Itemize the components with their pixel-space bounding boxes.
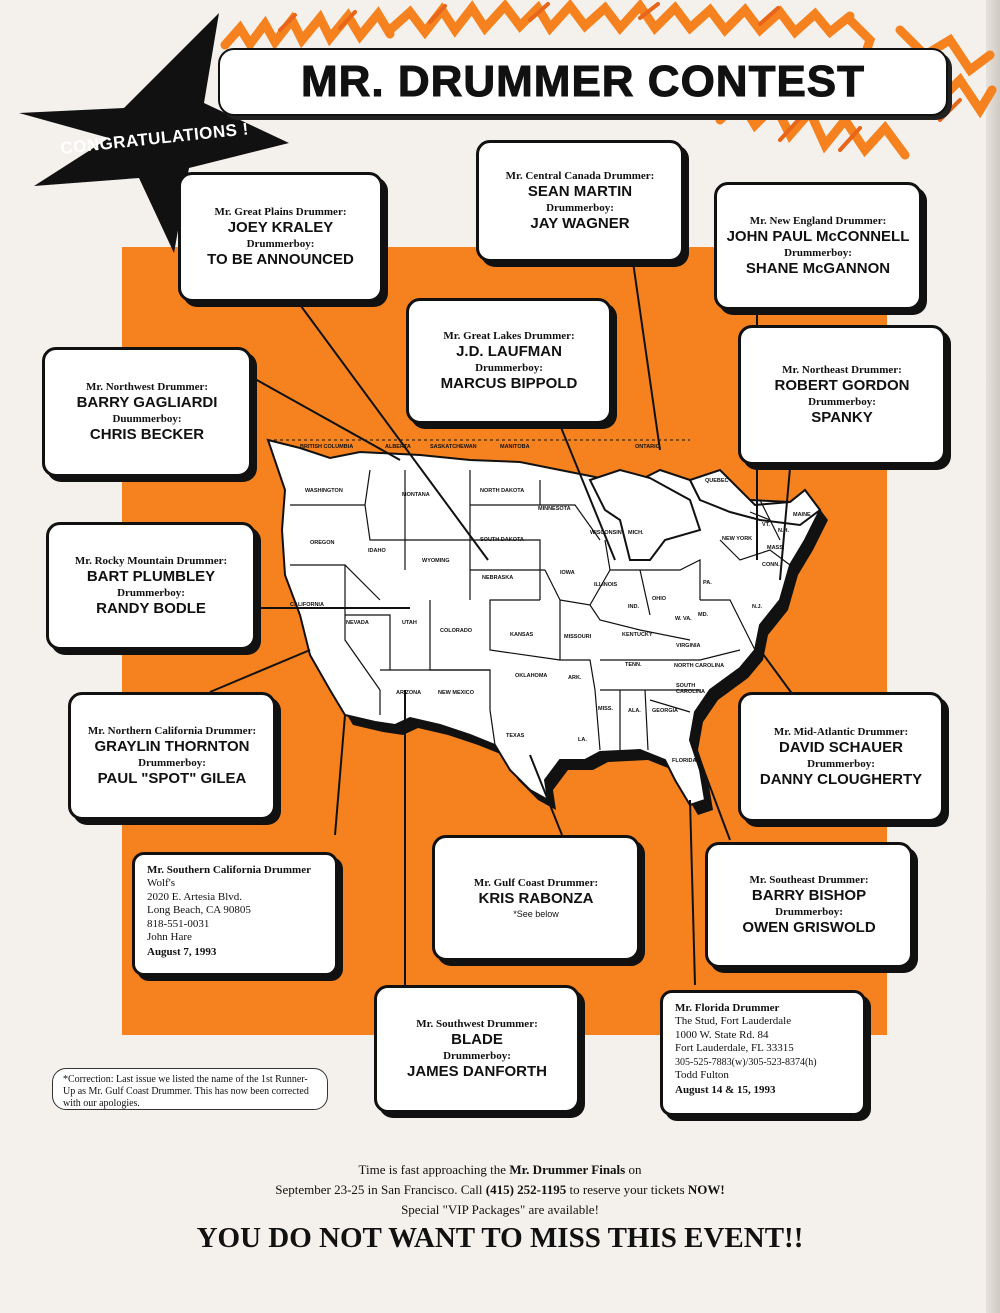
text-span: Time is fast approaching the xyxy=(358,1162,510,1177)
box-northern-california xyxy=(68,692,276,820)
box-gulf-coast xyxy=(432,835,640,961)
box-great-lakes xyxy=(406,298,612,424)
drummerboy-title: Drummerboy: xyxy=(246,238,315,250)
map-label: PA. xyxy=(703,580,712,586)
map-label: COLORADO xyxy=(440,628,473,634)
text-span: September 23-25 in San Francisco. Call xyxy=(275,1182,486,1197)
drummer-name: BART PLUMBLEY xyxy=(86,568,216,585)
map-label: ONTARIO xyxy=(635,444,660,450)
map-label: ALA. xyxy=(628,708,641,714)
drummer-name: GRAYLIN THORNTON xyxy=(94,738,250,755)
drummer-name: ROBERT GORDON xyxy=(774,377,910,394)
text-span: on xyxy=(625,1162,642,1177)
map-label: MISSOURI xyxy=(564,634,592,640)
map-label: WASHINGTON xyxy=(305,488,343,494)
map-label: N.H. xyxy=(778,528,789,534)
region-title: Mr. Southwest Drummer: xyxy=(416,1018,538,1030)
box-northwest xyxy=(42,347,252,477)
drummer-name: SEAN MARTIN xyxy=(527,183,633,200)
box-southern-california xyxy=(132,852,338,976)
event-date: August 14 & 15, 1993 xyxy=(675,1083,776,1096)
box-southwest xyxy=(374,985,580,1113)
map-label: NEVADA xyxy=(346,620,369,626)
drummerboy-title: Drummerboy: xyxy=(808,396,876,408)
page-title: MR. DRUMMER CONTEST xyxy=(300,57,866,106)
map-label: MONTANA xyxy=(402,492,430,498)
map-label: ARIZONA xyxy=(396,690,422,696)
map-label: WISCONSIN xyxy=(590,530,622,536)
region-title: Mr. Florida Drummer xyxy=(675,1002,780,1014)
drummerboy-name: JAY WAGNER xyxy=(530,215,630,232)
venue-phone: 305-525-7883(w)/305-523-8374(h) xyxy=(675,1056,817,1068)
contact-name: Todd Fulton xyxy=(675,1069,729,1081)
map-label: MANITOBA xyxy=(500,444,530,450)
drummerboy-title: Drummerboy: xyxy=(443,1050,511,1062)
box-new-england xyxy=(714,182,922,310)
box-great-plains xyxy=(178,172,383,302)
map-label: VIRGINIA xyxy=(676,643,701,649)
announcement-line-2 xyxy=(100,1180,900,1200)
drummerboy-title: Drummerboy: xyxy=(775,906,843,918)
drummerboy-name: TO BE ANNOUNCED xyxy=(207,251,354,268)
map-label: MD. xyxy=(698,612,709,618)
map-label: CONN. xyxy=(762,562,780,568)
map-label: TENN. xyxy=(625,662,642,668)
announcement-line-3: Special "VIP Packages" are available! xyxy=(401,1202,599,1217)
drummerboy-title: Drummerboy: xyxy=(546,202,614,214)
drummerboy-title: Drummerboy: xyxy=(784,247,852,259)
venue-address: 1000 W. State Rd. 84 xyxy=(675,1028,769,1041)
box-mid-atlantic xyxy=(738,692,944,822)
map-label: LA. xyxy=(578,737,587,743)
correction-note: *Correction: Last issue we listed the name of the 1st Runner-Up as Mr. Gulf Coast Drummer. This has now been corrected with our apologies. xyxy=(52,1068,328,1110)
box-northeast xyxy=(738,325,946,465)
region-title: Mr. Northwest Drummer: xyxy=(85,381,209,393)
box-florida xyxy=(660,990,866,1116)
region-title: Mr. Northeast Drummer: xyxy=(782,364,902,376)
announcement-line-1 xyxy=(100,1160,900,1180)
drummerboy-name: DANNY CLOUGHERTY xyxy=(759,771,923,788)
drummerboy-name: CHRIS BECKER xyxy=(89,426,205,443)
map-label: SOUTH CAROLINA xyxy=(676,683,706,695)
map-label: NORTH DAKOTA xyxy=(480,488,525,494)
title-banner xyxy=(218,48,948,116)
map-label: W. VA. xyxy=(675,616,692,622)
map-label: VT. xyxy=(762,522,770,528)
map-label: ARK. xyxy=(568,675,582,681)
map-label: NEBRASKA xyxy=(482,575,514,581)
venue-name: The Stud, Fort Lauderdale xyxy=(675,1015,792,1027)
map-label: N.J. xyxy=(752,604,763,610)
map-label: ILLINOIS xyxy=(594,582,618,588)
see-below-note: *See below xyxy=(513,909,559,919)
venue-city: Long Beach, CA 90805 xyxy=(147,904,251,916)
drummer-name: JOEY KRALEY xyxy=(227,219,334,236)
box-rocky-mountain xyxy=(46,522,256,650)
map-label: CALIFORNIA xyxy=(290,602,324,608)
headline: YOU DO NOT WANT TO MISS THIS EVENT!! xyxy=(196,1222,804,1254)
map-label: IDAHO xyxy=(368,548,386,554)
box-central-canada xyxy=(476,140,684,262)
finals-announcement xyxy=(100,1160,900,1220)
map-label: MINNESOTA xyxy=(538,506,571,512)
map-label: MAINE xyxy=(793,512,811,518)
drummerboy-title: Duummerboy: xyxy=(112,413,182,425)
map-label: GEORGIA xyxy=(652,708,678,714)
region-title: Mr. Great Plains Drummer: xyxy=(214,206,347,218)
map-label: IOWA xyxy=(560,570,575,576)
map-label: ALBERTA xyxy=(385,444,411,450)
drummerboy-title: Drummerboy: xyxy=(475,362,543,374)
finals-name: Mr. Drummer Finals xyxy=(509,1162,626,1177)
venue-city: Fort Lauderdale, FL 33315 xyxy=(675,1042,794,1054)
drummerboy-title: Drummerboy: xyxy=(138,757,206,769)
map-label: NEW MEXICO xyxy=(438,690,475,696)
drummer-name: KRIS RABONZA xyxy=(478,890,594,907)
drummer-name: BLADE xyxy=(451,1031,503,1048)
drummer-name: J.D. LAUFMAN xyxy=(456,343,562,360)
map-label: MASS. xyxy=(767,545,785,551)
drummerboy-title: Drummerboy: xyxy=(807,758,875,770)
map-label: MISS. xyxy=(598,706,613,712)
map-label: OREGON xyxy=(310,540,335,546)
drummerboy-name: SHANE McGANNON xyxy=(745,260,891,277)
region-title: Mr. Mid-Atlantic Drummer: xyxy=(773,726,909,738)
region-title: Mr. Rocky Mountain Drummer: xyxy=(74,555,228,567)
map-label: SOUTH DAKOTA xyxy=(480,537,524,543)
drummer-name: BARRY BISHOP xyxy=(751,887,867,904)
region-title: Mr. Great Lakes Drummer: xyxy=(443,330,575,342)
event-date: August 7, 1993 xyxy=(147,945,217,958)
map-label: OKLAHOMA xyxy=(515,673,548,679)
drummer-name: DAVID SCHAUER xyxy=(779,739,903,756)
text-span: to reserve your tickets xyxy=(566,1182,688,1197)
drummerboy-name: MARCUS BIPPOLD xyxy=(440,375,578,392)
map-label: WYOMING xyxy=(422,558,450,564)
drummerboy-name: OWEN GRISWOLD xyxy=(742,919,876,936)
venue-phone: 818-551-0031 xyxy=(147,917,210,930)
region-title: Mr. Northern California Drummer: xyxy=(87,725,257,737)
region-title: Mr. Southern California Drummer xyxy=(147,864,311,876)
phone-number: (415) 252-1195 xyxy=(485,1182,567,1197)
map-label: OHIO xyxy=(652,596,667,602)
venue-name: Wolf's xyxy=(147,877,175,889)
map-label: FLORIDA xyxy=(672,758,697,764)
venue-address: 2020 E. Artesia Blvd. xyxy=(147,890,243,903)
region-title: Mr. Southeast Drummer: xyxy=(749,874,869,886)
map-label: UTAH xyxy=(402,620,417,626)
map-label: KENTUCKY xyxy=(622,632,653,638)
map-label: IND. xyxy=(628,604,639,610)
map-label: KANSAS xyxy=(510,632,534,638)
map-label: BRITISH COLUMBIA xyxy=(300,444,354,450)
drummer-name: JOHN PAUL McCONNELL xyxy=(726,228,910,245)
map-label: NORTH CAROLINA xyxy=(674,663,725,669)
map-label: QUEBEC xyxy=(705,478,729,484)
region-title: Mr. Central Canada Drummer: xyxy=(505,170,655,182)
map-label: TEXAS xyxy=(506,733,525,739)
drummerboy-name: JAMES DANFORTH xyxy=(406,1063,547,1080)
region-title: Mr. New England Drummer: xyxy=(749,215,887,227)
now-emphasis: NOW! xyxy=(687,1182,725,1197)
map-label: SASKATCHEWAN xyxy=(430,444,477,450)
map-label: NEW YORK xyxy=(722,536,753,542)
box-southeast xyxy=(705,842,913,968)
drummer-name: BARRY GAGLIARDI xyxy=(76,394,218,411)
drummerboy-name: PAUL "SPOT" GILEA xyxy=(97,770,247,787)
congratulations-text: CONGRATULATIONS ! xyxy=(59,119,250,158)
map-label: MICH. xyxy=(628,530,644,536)
drummerboy-name: RANDY BODLE xyxy=(96,600,206,617)
contact-name: John Hare xyxy=(147,931,192,943)
drummerboy-name: SPANKY xyxy=(811,409,873,426)
drummerboy-title: Drummerboy: xyxy=(117,587,185,599)
region-title: Mr. Gulf Coast Drummer: xyxy=(473,877,599,889)
